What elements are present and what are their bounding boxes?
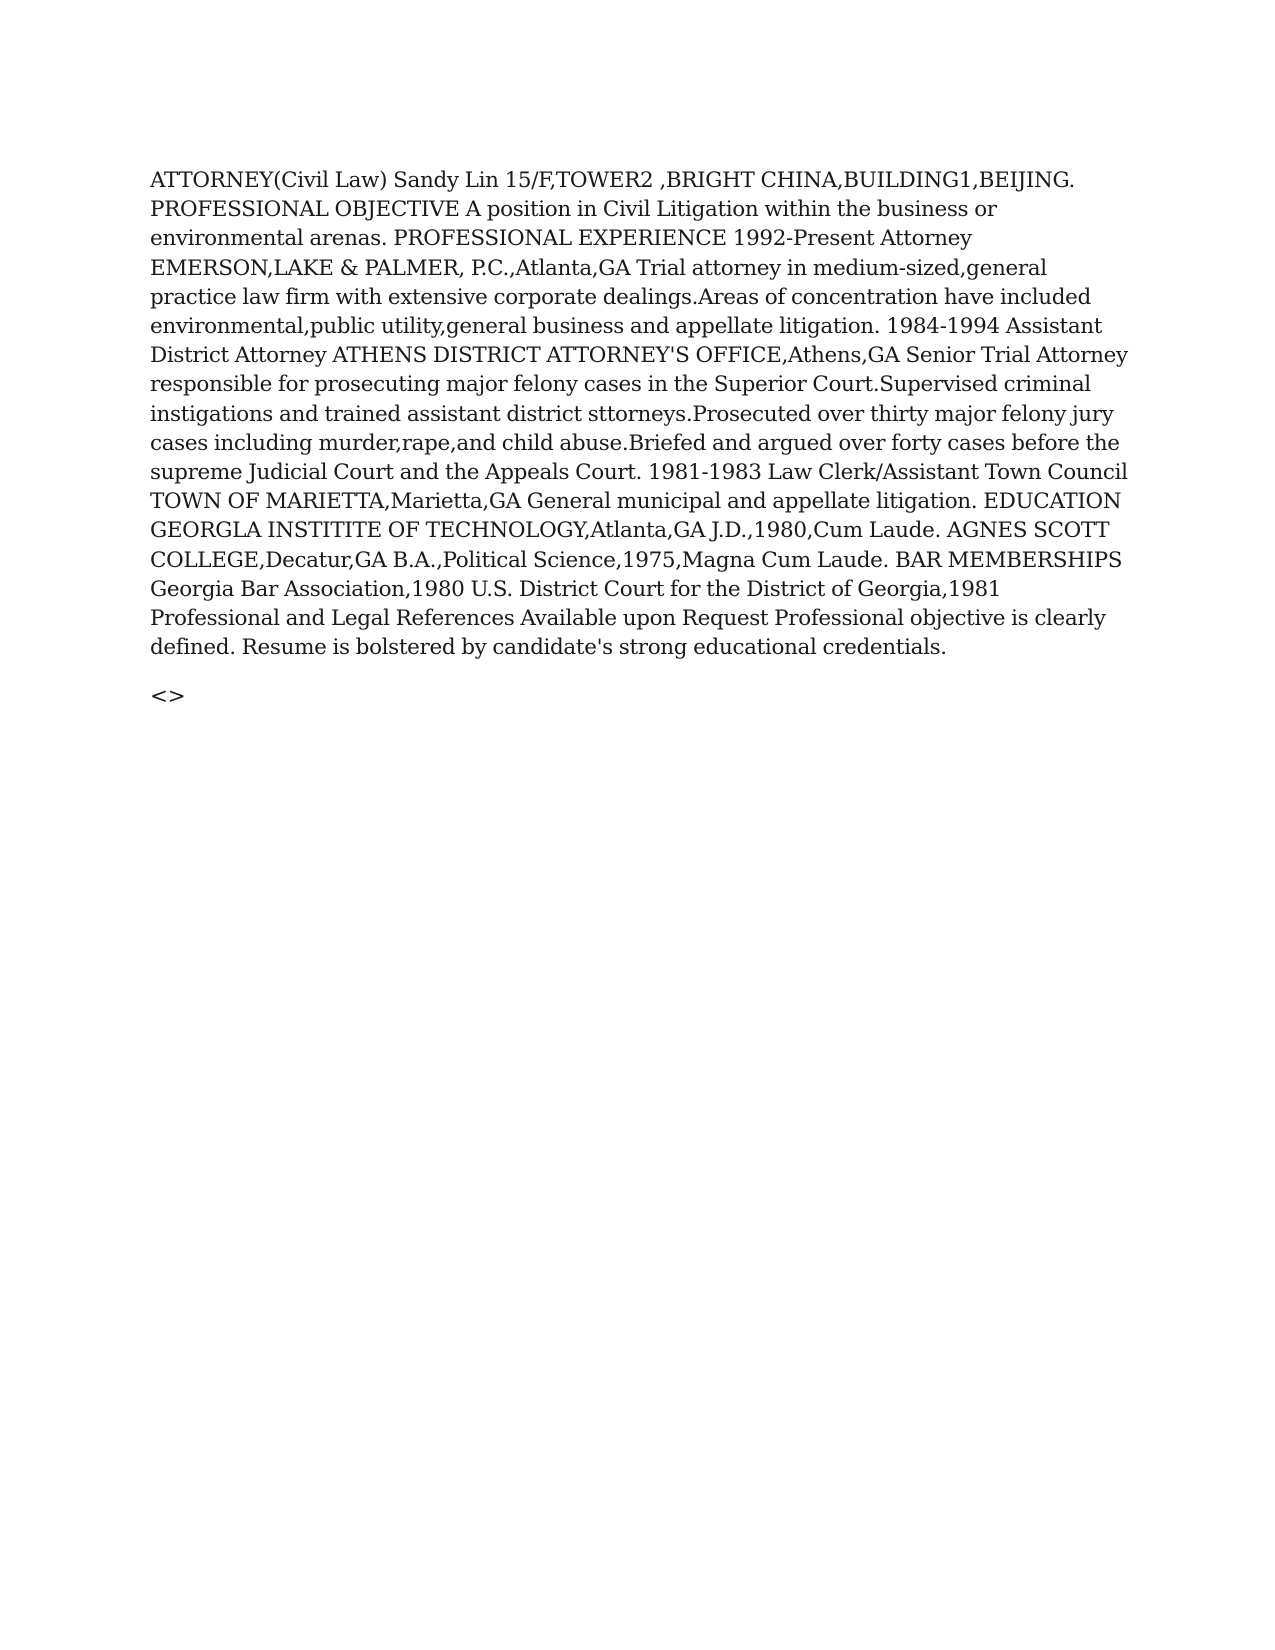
trailing-marker: <>	[150, 684, 186, 710]
document-body	[150, 166, 1135, 712]
resume-paragraph: ATTORNEY(Civil Law) Sandy Lin 15/F,TOWER2 ,BRIGHT CHINA,BUILDING1,BEIJING. PROFESSIONAL OBJECTIVE A position in Civil Litigation within the business or environmental arenas. PROFESSIONAL EXPERIENCE 1992-Present Attorney EMERSON,LAKE & PALMER, P.C.,Atlanta,GA Trial attorney in medium-sized,general practice law firm with extensive corporate dealings.Areas of concentration have included environmental,public utility,general business and appellate litigation. 1984-1994 Assistant District Attorney ATHENS DISTRICT ATTORNEY'S OFFICE,Athens,GA Senior Trial Attorney responsible for prosecuting major felony cases in the Superior Court.Supervised criminal instigations and trained assistant district sttorneys.Prosecuted over thirty major felony jury cases including murder,rape,and child abuse.Briefed and argued over forty cases before the supreme Judicial Court and the Appeals Court. 1981-1983 Law Clerk/Assistant Town Council TOWN OF MARIETTA,Marietta,GA General municipal and appellate litigation. EDUCATION GEORGLA INSTITITE OF TECHNOLOGY,Atlanta,GA J.D.,1980,Cum Laude. AGNES SCOTT COLLEGE,Decatur,GA B.A.,Political Science,1975,Magna Cum Laude. BAR MEMBERSHIPS Georgia Bar Association,1980 U.S. District Court for the District of Georgia,1981 Professional and Legal References Available upon Request Professional objective is clearly defined. Resume is bolstered by candidate's strong educational credentials.	[150, 168, 1128, 661]
